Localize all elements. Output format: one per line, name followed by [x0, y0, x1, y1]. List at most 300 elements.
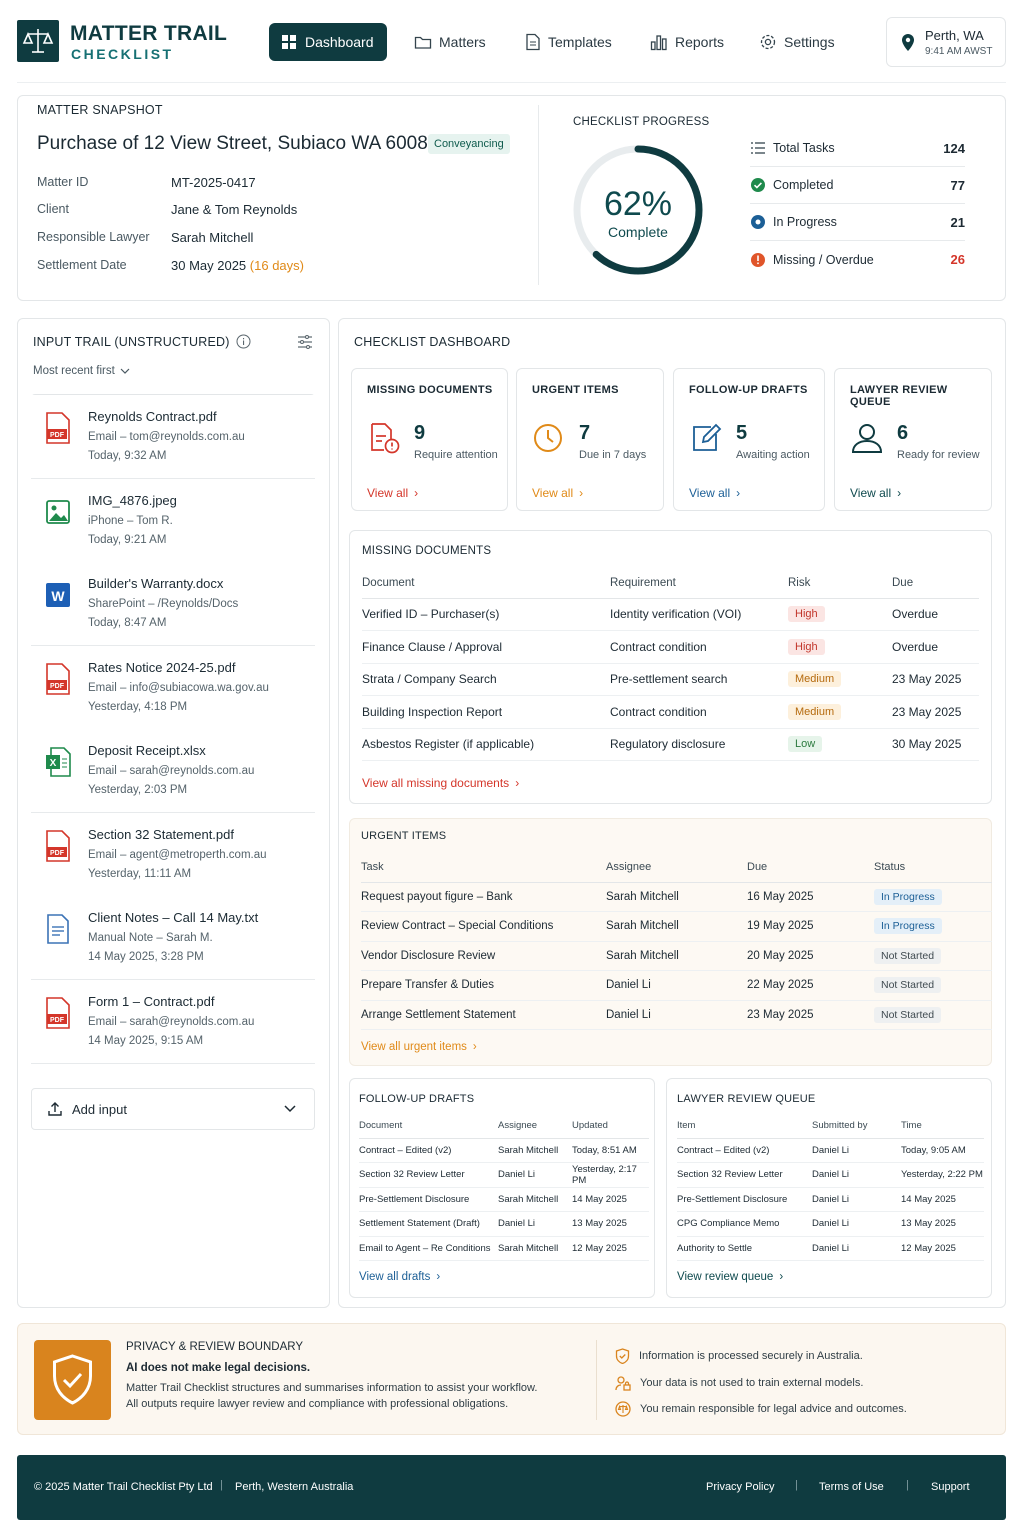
risk-badge: High — [788, 639, 825, 655]
cell-requirement: Contract condition — [610, 696, 788, 729]
table-row[interactable] — [362, 631, 979, 664]
nav-settings-label: Settings — [784, 34, 835, 50]
risk-badge: Medium — [788, 704, 841, 720]
col-submitted-by: Submitted by — [812, 1114, 901, 1138]
col-due: Due — [747, 852, 874, 882]
cell-updated: 13 May 2025 — [572, 1212, 649, 1237]
trail-item-source: Email – info@subiacowa.wa.gov.au — [88, 681, 269, 694]
col-task: Task — [361, 852, 606, 882]
add-input-label: Add input — [72, 1101, 127, 1117]
snapshot-heading: MATTER SNAPSHOT — [37, 103, 163, 117]
col-time: Time — [901, 1114, 984, 1138]
urgent-heading: URGENT ITEMS — [361, 830, 447, 842]
cell-document: Verified ID – Purchaser(s) — [362, 598, 610, 631]
trail-item-name: Rates Notice 2024-25.pdf — [88, 659, 236, 675]
nav-reports-label: Reports — [675, 34, 725, 50]
table-row[interactable] — [677, 1138, 984, 1163]
col-assignee: Assignee — [606, 852, 747, 882]
urgent-items-card[interactable] — [516, 368, 664, 511]
privacy-bold: AI does not make legal decisions. — [126, 1362, 311, 1374]
card-title: LAWYER REVIEW QUEUE — [850, 384, 948, 408]
missing-table — [362, 568, 979, 761]
info-icon[interactable] — [236, 334, 251, 349]
trail-sort-dropdown[interactable] — [33, 365, 130, 377]
table-row[interactable] — [677, 1163, 984, 1188]
risk-badge: Medium — [788, 671, 841, 687]
settlement-value — [171, 258, 304, 273]
trail-item-source: iPhone – Tom R. — [88, 514, 173, 527]
shield-badge — [34, 1340, 111, 1420]
trail-item-source: Email – tom@reynolds.com.au — [88, 431, 245, 443]
cell-task: Vendor Disclosure Review — [361, 941, 606, 971]
cell-updated: Today, 8:51 AM — [572, 1138, 649, 1163]
cell-status — [874, 971, 992, 1001]
table-row[interactable] — [359, 1212, 649, 1237]
card-view-all-label: View all — [367, 486, 409, 500]
privacy-line1: Matter Trail Checklist structures and summarises information to assist your workflow. — [126, 1382, 538, 1394]
privacy-point-text: Information is processed securely in Australia. — [639, 1350, 863, 1362]
stat-missing-overdue[interactable] — [750, 241, 965, 278]
trail-item[interactable] — [31, 813, 315, 897]
card-view-all-label: View all — [850, 486, 892, 500]
in-progress-dot-icon — [750, 214, 766, 230]
card-view-all-label: View all — [532, 486, 574, 500]
cell-risk — [788, 631, 892, 664]
stat-value: 77 — [950, 177, 965, 193]
table-row[interactable] — [361, 1000, 992, 1030]
shield-check-icon — [34, 1340, 111, 1420]
cell-status — [874, 912, 992, 942]
chevron-down-icon — [120, 368, 130, 374]
cell-document: Email to Agent – Re Conditions — [359, 1236, 498, 1261]
col-status: Status — [874, 852, 992, 882]
pdf-file-icon — [45, 997, 71, 1029]
review-table — [677, 1114, 984, 1261]
card-count: 6 — [897, 422, 909, 444]
folder-icon — [414, 34, 432, 50]
col-risk: Risk — [788, 568, 892, 598]
cell-status — [874, 941, 992, 971]
brand-subtitle: CHECKLIST — [71, 46, 174, 62]
cell-due: 16 May 2025 — [747, 882, 874, 912]
privacy-point-text: You remain responsible for legal advice and outcomes. — [640, 1403, 907, 1415]
cell-document: Pre-Settlement Disclosure — [359, 1187, 498, 1212]
trail-item-name: Client Notes – Call 14 May.txt — [88, 910, 259, 925]
trail-item[interactable] — [31, 395, 315, 479]
cell-document: Section 32 Review Letter — [359, 1163, 498, 1188]
cell-requirement: Pre-settlement search — [610, 663, 788, 696]
trail-item-name: Form 1 – Contract.pdf — [88, 993, 215, 1009]
nav-dashboard-label: Dashboard — [305, 34, 374, 50]
view-all-missing-label: View all missing documents — [362, 776, 510, 790]
cell-document: Contract – Edited (v2) — [359, 1138, 498, 1163]
cell-updated: Yesterday, 2:17 PM — [572, 1163, 649, 1188]
cell-risk — [788, 728, 892, 761]
cell-status — [874, 882, 992, 912]
card-desc: Require attention — [414, 449, 498, 461]
matter-title: Purchase of 12 View Street, Subiaco WA 6008 — [37, 133, 428, 154]
snapshot-divider — [538, 105, 539, 285]
cell-time: 13 May 2025 — [901, 1212, 984, 1237]
table-row[interactable] — [362, 728, 979, 761]
chevron-right-icon: › — [515, 776, 520, 790]
missing-documents-card[interactable] — [351, 368, 508, 511]
trail-item-time: Yesterday, 4:18 PM — [88, 700, 188, 713]
table-row[interactable] — [359, 1236, 649, 1261]
cell-task: Prepare Transfer & Duties — [361, 971, 606, 1001]
stat-value: 26 — [950, 252, 965, 267]
view-all-urgent-link[interactable] — [361, 1041, 477, 1053]
cell-submitted-by: Daniel Li — [812, 1163, 901, 1188]
settlement-date: 30 May 2025 — [171, 258, 247, 273]
document-alert-icon — [367, 421, 401, 455]
trail-item-name: Section 32 Statement.pdf — [88, 826, 234, 842]
card-count: 9 — [414, 422, 426, 444]
grid-icon — [281, 34, 297, 50]
footer-separator: | — [795, 1479, 798, 1491]
card-view-all-link[interactable] — [367, 486, 418, 500]
table-row[interactable] — [677, 1236, 984, 1261]
nav-dashboard[interactable] — [269, 23, 387, 61]
missing-heading: MISSING DOCUMENTS — [362, 545, 492, 557]
cell-document: Finance Clause / Approval — [362, 631, 610, 664]
cell-item: Pre-Settlement Disclosure — [677, 1187, 812, 1212]
trail-item-time: 14 May 2025, 9:15 AM — [88, 1034, 204, 1047]
svg-text:X: X — [49, 758, 57, 769]
card-view-all-link[interactable] — [532, 486, 583, 500]
stat-value: 124 — [943, 140, 965, 156]
urgent-table — [361, 852, 992, 1030]
upload-icon — [47, 1101, 63, 1117]
trail-sort-label: Most recent first — [33, 365, 115, 377]
shield-check-icon — [615, 1348, 630, 1364]
view-all-urgent-label: View all urgent items — [361, 1041, 467, 1053]
cell-risk — [788, 598, 892, 631]
stat-total-tasks[interactable] — [750, 130, 965, 167]
footer-separator: | — [906, 1479, 909, 1491]
trail-item[interactable] — [31, 896, 315, 980]
chevron-right-icon: › — [436, 1271, 441, 1283]
privacy-point-1 — [615, 1348, 863, 1364]
matter-type-badge: Conveyancing — [428, 134, 510, 154]
view-review-queue-link[interactable] — [677, 1271, 783, 1283]
stat-label: Completed — [773, 178, 834, 192]
drafts-table — [359, 1114, 649, 1261]
cell-due: 30 May 2025 — [892, 728, 979, 761]
chevron-right-icon: › — [579, 486, 584, 500]
trail-item-time: Today, 9:21 AM — [88, 533, 167, 546]
card-title: FOLLOW-UP DRAFTS — [689, 384, 808, 396]
trail-item-time: Yesterday, 11:11 AM — [88, 867, 192, 880]
trail-item-source: Email – sarah@reynolds.com.au — [88, 1015, 255, 1028]
table-row[interactable] — [359, 1187, 649, 1212]
trail-item[interactable] — [31, 562, 315, 646]
privacy-point-text: Your data is not used to train external models. — [640, 1377, 864, 1389]
cell-requirement: Identity verification (VOI) — [610, 598, 788, 631]
cell-item: CPG Compliance Memo — [677, 1212, 812, 1237]
filter-icon[interactable] — [297, 335, 313, 349]
trail-item-time: 14 May 2025, 3:28 PM — [88, 951, 204, 963]
check-circle-icon — [750, 177, 766, 193]
card-count: 7 — [579, 422, 591, 444]
table-row[interactable] — [677, 1212, 984, 1237]
footer-support-link[interactable]: Support — [931, 1481, 970, 1493]
card-desc: Ready for review — [897, 449, 980, 461]
cell-submitted-by: Daniel Li — [812, 1236, 901, 1261]
trail-item[interactable] — [31, 980, 315, 1064]
svg-text:PDF: PDF — [50, 682, 64, 690]
table-row[interactable] — [361, 912, 992, 942]
svg-text:PDF: PDF — [50, 849, 64, 857]
scales-icon — [17, 20, 59, 62]
card-desc: Awaiting action — [736, 449, 810, 461]
settlement-days: (16 days) — [249, 258, 304, 273]
card-view-all-link[interactable] — [850, 486, 901, 500]
privacy-point-2 — [615, 1375, 863, 1391]
trail-heading: INPUT TRAIL (UNSTRUCTURED) — [33, 335, 230, 349]
cell-submitted-by: Daniel Li — [812, 1212, 901, 1237]
location-widget[interactable] — [886, 17, 1006, 67]
cell-submitted-by: Daniel Li — [812, 1187, 901, 1212]
table-row[interactable] — [359, 1163, 649, 1188]
cell-updated: 12 May 2025 — [572, 1236, 649, 1261]
review-heading: LAWYER REVIEW QUEUE — [677, 1093, 816, 1105]
trail-item-source: Manual Note – Sarah M. — [88, 932, 213, 944]
trail-item-source: Email – agent@metroperth.com.au — [88, 848, 267, 861]
card-count: 5 — [736, 422, 748, 444]
progress-percent: 62% — [603, 185, 673, 223]
view-review-queue-label: View review queue — [677, 1271, 774, 1283]
cell-document: Asbestos Register (if applicable) — [362, 728, 610, 761]
risk-badge: Low — [788, 736, 822, 752]
document-icon — [525, 33, 541, 51]
settlement-label: Settlement Date — [37, 258, 127, 272]
cell-item: Contract – Edited (v2) — [677, 1138, 812, 1163]
follow-up-drafts-card[interactable] — [673, 368, 825, 511]
col-item: Item — [677, 1114, 812, 1138]
cell-assignee: Sarah Mitchell — [606, 882, 747, 912]
progress-heading: CHECKLIST PROGRESS — [573, 116, 710, 128]
trail-item-time: Today, 8:47 AM — [88, 617, 167, 629]
cell-requirement: Contract condition — [610, 631, 788, 664]
cell-due: Overdue — [892, 598, 979, 631]
card-title: MISSING DOCUMENTS — [367, 384, 493, 396]
pdf-file-icon — [45, 412, 71, 444]
trail-item-time: Today, 9:32 AM — [88, 450, 167, 462]
cell-due: Overdue — [892, 631, 979, 664]
image-file-icon — [45, 496, 71, 528]
svg-text:PDF: PDF — [50, 1016, 64, 1024]
table-row[interactable] — [362, 598, 979, 631]
brand-name: MATTER TRAIL — [70, 22, 228, 45]
word-file-icon — [45, 579, 71, 611]
nav-templates-label: Templates — [548, 34, 612, 50]
pdf-file-icon — [45, 830, 71, 862]
nav-matters[interactable] — [414, 23, 486, 61]
lawyer-value: Sarah Mitchell — [171, 230, 254, 245]
location-time: 9:41 AM AWST — [925, 46, 993, 57]
footer-privacy-link[interactable]: Privacy Policy — [706, 1481, 775, 1493]
cell-item: Section 32 Review Letter — [677, 1163, 812, 1188]
cell-due: 23 May 2025 — [892, 696, 979, 729]
svg-text:W: W — [51, 588, 65, 604]
cell-assignee: Daniel Li — [606, 1000, 747, 1030]
drafts-heading: FOLLOW-UP DRAFTS — [359, 1093, 475, 1105]
cell-time: Yesterday, 2:22 PM — [901, 1163, 984, 1188]
text-file-icon — [45, 913, 71, 945]
chevron-right-icon: › — [897, 486, 902, 500]
trail-item-source: Email – sarah@reynolds.com.au — [88, 765, 255, 777]
risk-badge: High — [788, 606, 825, 622]
client-value: Jane & Tom Reynolds — [171, 202, 298, 217]
footer-copyright: © 2025 Matter Trail Checklist Pty Ltd — [34, 1481, 213, 1493]
footer-location: Perth, Western Australia — [235, 1481, 354, 1493]
col-due: Due — [892, 568, 979, 598]
trail-item-name: Deposit Receipt.xlsx — [88, 743, 206, 758]
privacy-divider — [596, 1340, 597, 1420]
dashboard-heading: CHECKLIST DASHBOARD — [354, 335, 511, 349]
cell-time: 14 May 2025 — [901, 1187, 984, 1212]
status-badge: Not Started — [874, 948, 941, 964]
col-assignee: Assignee — [498, 1114, 572, 1138]
cell-updated: 14 May 2025 — [572, 1187, 649, 1212]
table-row[interactable] — [361, 941, 992, 971]
chevron-right-icon: › — [414, 486, 419, 500]
lawyer-label: Responsible Lawyer — [37, 230, 150, 244]
bar-chart-icon — [650, 33, 668, 51]
trail-item-time: Yesterday, 2:03 PM — [88, 784, 188, 796]
privacy-line2: All outputs require lawyer review and compliance with professional obligations. — [126, 1398, 509, 1410]
cell-risk — [788, 696, 892, 729]
view-all-missing-link[interactable] — [362, 776, 519, 790]
trail-item[interactable] — [31, 646, 315, 730]
location-pin-icon — [900, 33, 916, 53]
col-document: Document — [362, 568, 610, 598]
cell-status — [874, 1000, 992, 1030]
excel-file-icon — [45, 746, 71, 778]
cell-task: Request payout figure – Bank — [361, 882, 606, 912]
matter-id-label: Matter ID — [37, 175, 89, 189]
status-badge: In Progress — [874, 889, 942, 905]
col-document: Document — [359, 1114, 498, 1138]
status-badge: In Progress — [874, 918, 942, 934]
stat-label: In Progress — [773, 215, 837, 229]
cell-assignee: Sarah Mitchell — [498, 1138, 572, 1163]
nav-matters-label: Matters — [439, 34, 486, 50]
lawyer-review-queue-card[interactable] — [834, 368, 992, 511]
cell-submitted-by: Daniel Li — [812, 1138, 901, 1163]
status-badge: Not Started — [874, 977, 941, 993]
cell-assignee: Daniel Li — [498, 1212, 572, 1237]
cell-due: 19 May 2025 — [747, 912, 874, 942]
nav-templates[interactable] — [525, 23, 612, 61]
chevron-down-icon — [284, 1105, 296, 1113]
trail-item[interactable] — [31, 479, 315, 563]
cell-assignee: Daniel Li — [498, 1163, 572, 1188]
col-updated: Updated — [572, 1114, 649, 1138]
view-all-drafts-label: View all drafts — [359, 1271, 431, 1283]
pdf-file-icon — [45, 663, 71, 695]
chevron-right-icon: › — [779, 1271, 784, 1283]
svg-text:PDF: PDF — [50, 432, 64, 439]
trail-item[interactable] — [31, 729, 315, 813]
nav-reports[interactable] — [650, 23, 724, 61]
cell-task: Review Contract – Special Conditions — [361, 912, 606, 942]
card-title: URGENT ITEMS — [532, 384, 619, 396]
footer-separator: | — [220, 1479, 223, 1491]
cell-item: Authority to Settle — [677, 1236, 812, 1261]
view-all-drafts-link[interactable] — [359, 1271, 440, 1283]
brand-logo[interactable] — [17, 20, 59, 62]
stat-label: Missing / Overdue — [773, 252, 874, 267]
cell-document: Building Inspection Report — [362, 696, 610, 729]
table-row[interactable] — [677, 1187, 984, 1212]
cell-requirement: Regulatory disclosure — [610, 728, 788, 761]
edit-document-icon — [689, 421, 723, 455]
table-row[interactable] — [361, 971, 992, 1001]
stat-completed[interactable] — [750, 167, 965, 204]
cell-due: 20 May 2025 — [747, 941, 874, 971]
card-view-all-label: View all — [689, 486, 731, 500]
table-row[interactable] — [362, 696, 979, 729]
nav-settings[interactable] — [759, 23, 835, 61]
cell-document: Strata / Company Search — [362, 663, 610, 696]
cell-due: 23 May 2025 — [747, 1000, 874, 1030]
list-icon — [750, 141, 766, 155]
user-icon — [850, 421, 884, 455]
cell-time: 12 May 2025 — [901, 1236, 984, 1261]
gear-icon — [759, 33, 777, 51]
header-divider — [17, 82, 1006, 83]
cell-assignee: Sarah Mitchell — [606, 912, 747, 942]
user-lock-icon — [615, 1375, 631, 1391]
location-city: Perth, WA — [925, 28, 984, 43]
cell-task: Arrange Settlement Statement — [361, 1000, 606, 1030]
trail-item-name: Builder's Warranty.docx — [88, 576, 224, 591]
status-badge: Not Started — [874, 1007, 941, 1023]
chevron-right-icon: › — [472, 1041, 477, 1053]
cell-due: 22 May 2025 — [747, 971, 874, 1001]
cell-risk — [788, 663, 892, 696]
table-row[interactable] — [361, 882, 992, 912]
privacy-heading: PRIVACY & REVIEW BOUNDARY — [126, 1341, 304, 1353]
scales-icon — [615, 1401, 631, 1417]
trail-item-source: SharePoint – /Reynolds/Docs — [88, 598, 239, 610]
cell-due: 23 May 2025 — [892, 663, 979, 696]
cell-assignee: Sarah Mitchell — [606, 941, 747, 971]
stat-label: Total Tasks — [773, 141, 835, 155]
add-input-button[interactable] — [31, 1088, 315, 1130]
trail-item-name: Reynolds Contract.pdf — [88, 409, 217, 424]
progress-complete-label: Complete — [608, 224, 668, 240]
cell-time: Today, 9:05 AM — [901, 1138, 984, 1163]
stat-value: 21 — [950, 214, 965, 230]
card-view-all-link[interactable] — [689, 486, 740, 500]
alert-icon — [750, 252, 766, 268]
table-row[interactable] — [362, 663, 979, 696]
footer-terms-link[interactable]: Terms of Use — [819, 1481, 884, 1493]
matter-id-value: MT-2025-0417 — [171, 175, 256, 190]
card-desc: Due in 7 days — [579, 449, 647, 461]
footer — [17, 1455, 1006, 1520]
client-label: Client — [37, 202, 69, 216]
cell-assignee: Sarah Mitchell — [498, 1187, 572, 1212]
chevron-right-icon: › — [736, 486, 741, 500]
privacy-point-3 — [615, 1401, 907, 1417]
table-row[interactable] — [359, 1138, 649, 1163]
cell-assignee: Daniel Li — [606, 971, 747, 1001]
stat-in-progress[interactable] — [750, 204, 965, 241]
